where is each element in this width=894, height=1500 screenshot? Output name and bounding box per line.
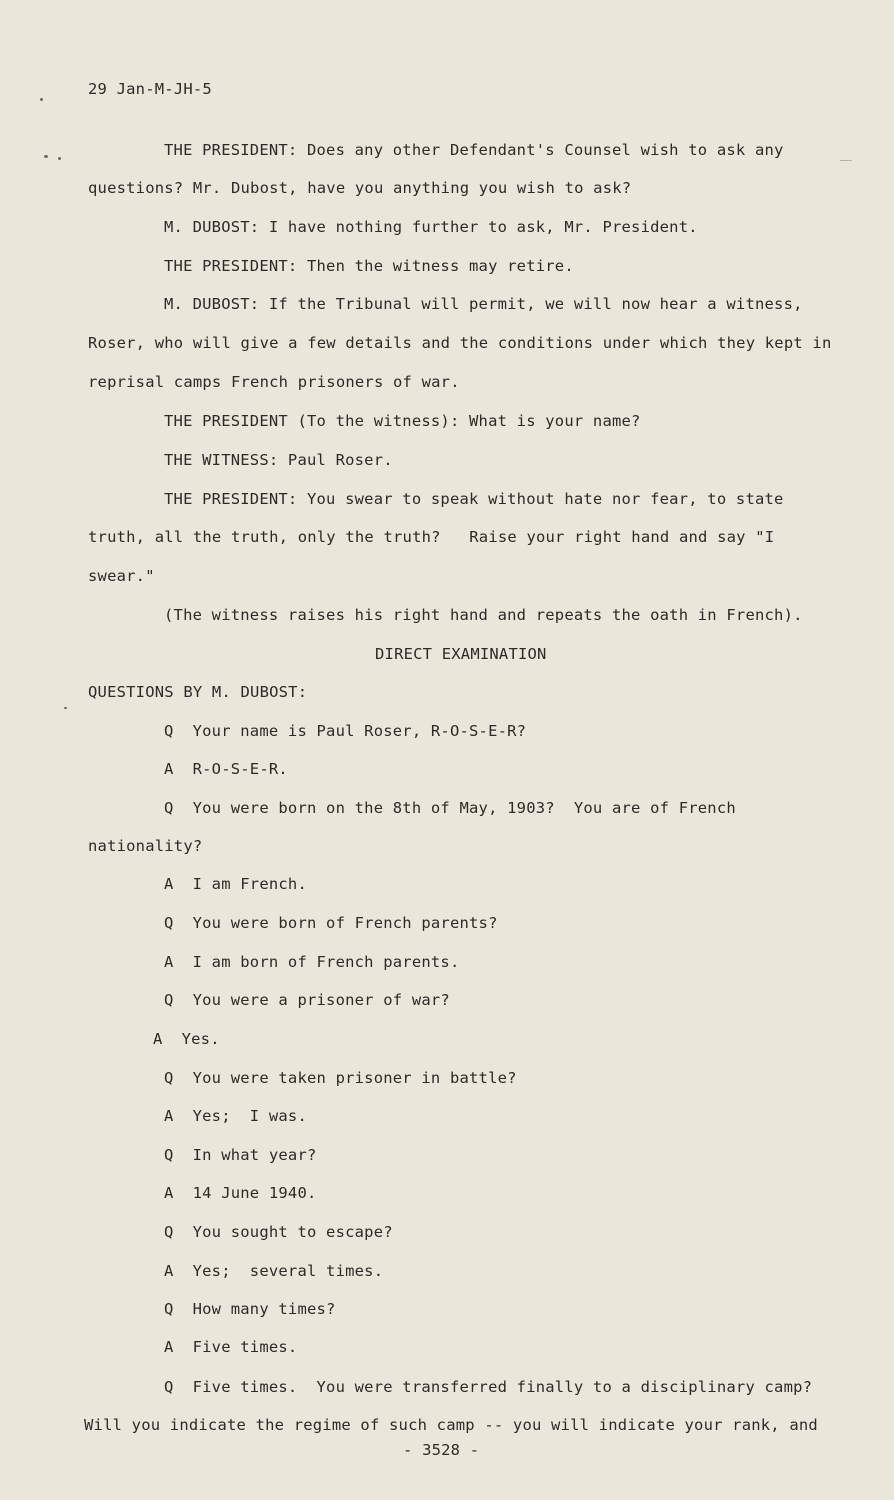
qa-line: A I am French. [164,875,307,893]
qa-line: Q In what year? [164,1146,317,1164]
text-line: swear." [88,567,155,585]
text-line: questions? Mr. Dubost, have you anything you wish to ask? [88,179,632,197]
text-line: reprisal camps French prisoners of war. [88,373,460,391]
text-line: THE PRESIDENT: You swear to speak without hate nor fear, to state [164,490,784,508]
qa-line: Q You were born on the 8th of May, 1903? You are of French [164,799,736,817]
qa-line: Q You were a prisoner of war? [164,991,450,1009]
text-line: THE PRESIDENT: Then the witness may retire. [164,257,574,275]
qa-line: Q You were taken prisoner in battle? [164,1069,517,1087]
scan-speck [44,155,48,158]
scan-speck [40,98,43,101]
qa-line: A I am born of French parents. [164,953,460,971]
scan-speck [58,157,61,160]
qa-line: Q You sought to escape? [164,1223,393,1241]
examiner-label: QUESTIONS BY M. DUBOST: [88,683,308,701]
text-line: M. DUBOST: If the Tribunal will permit, we will now hear a witness, [164,295,803,313]
scan-mark [840,160,852,161]
qa-line: Q Five times. You were transferred finally to a disciplinary camp? [164,1378,813,1396]
text-line: Will you indicate the regime of such camp -- you will indicate your rank, and [84,1416,818,1434]
text-line: M. DUBOST: I have nothing further to ask, Mr. President. [164,218,698,236]
qa-line: A Five times. [164,1338,298,1356]
text-line: truth, all the truth, only the truth? Raise your right hand and say "I [88,528,775,546]
qa-line: Q You were born of French parents? [164,914,498,932]
page-header: 29 Jan-M-JH-5 [88,80,212,98]
qa-line: A Yes; I was. [164,1107,307,1125]
text-line: Roser, who will give a few details and the conditions under which they kept in [88,334,832,352]
qa-line: Q How many times? [164,1300,336,1318]
text-line: nationality? [88,837,203,855]
qa-line: Q Your name is Paul Roser, R-O-S-E-R? [164,722,527,740]
text-line: THE WITNESS: Paul Roser. [164,451,393,469]
scan-speck [64,707,67,709]
text-line: THE PRESIDENT (To the witness): What is your name? [164,412,641,430]
text-line: THE PRESIDENT: Does any other Defendant's Counsel wish to ask any [164,141,784,159]
qa-line: A Yes. [153,1030,220,1048]
qa-line: A Yes; several times. [164,1262,384,1280]
section-heading: DIRECT EXAMINATION [375,645,547,663]
qa-line: A 14 June 1940. [164,1184,317,1202]
page-number: - 3528 - [403,1441,480,1459]
text-line: (The witness raises his right hand and repeats the oath in French). [164,606,803,624]
qa-line: A R-O-S-E-R. [164,760,288,778]
